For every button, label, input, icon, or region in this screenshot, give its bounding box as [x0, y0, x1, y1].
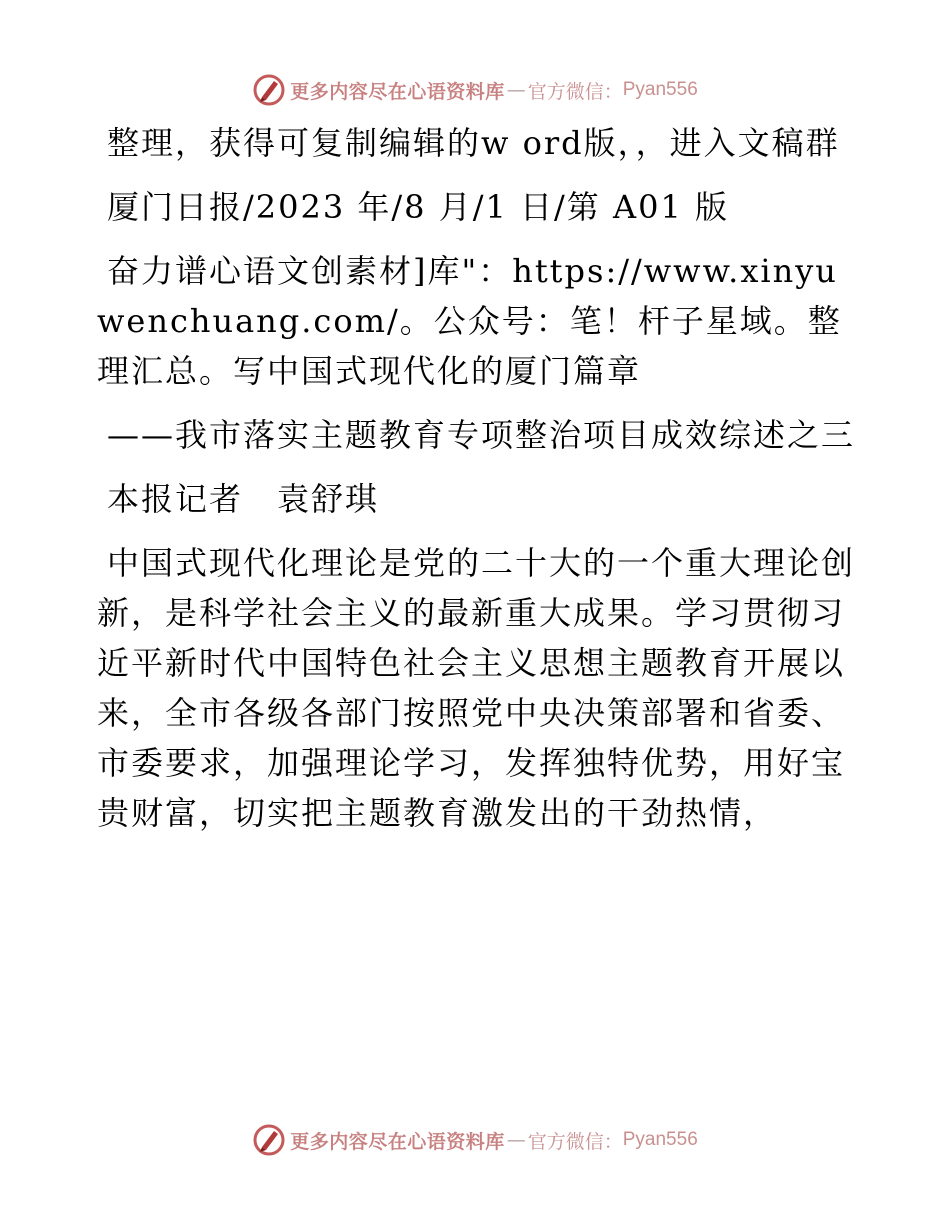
header-watermark — [0, 70, 950, 110]
watermark-handle: Pyan556 — [622, 79, 698, 100]
watermark-handle: Pyan556 — [622, 1129, 698, 1150]
watermark-text: 更多内容尽在心语资料库 — [290, 1130, 505, 1153]
watermark-contact: 官方微信： — [527, 80, 623, 103]
paragraph-intro: 整理，获得可复制编辑的w ord版，，进入文稿群 — [107, 124, 840, 162]
paragraph-body: 中国式现代化理论是党的二十大的一个重大理论创新，是科学社会主义的最新重大成果。学习贯彻习近平新时代中国特色社会主义思想主题教育开展以来，全市各级各部门按照党中央决策部署和省委、市委要求，加强理论学习，发挥独特优势，用好宝贵财富，切实把主题教育激发出的干劲热情， — [97, 544, 856, 832]
watermark-contact: 官方微信： — [527, 1130, 623, 1153]
watermark-dash: — — [506, 79, 526, 101]
pen-logo-icon — [252, 73, 286, 107]
paragraph-title: 奋力谱心语文创素材]库"：https://www.xinyuwenchuang.com/。公众号：笔！杆子星域。整理汇总。写中国式现代化的厦门篇章 — [97, 252, 842, 390]
paragraph-byline: 本报记者 袁舒琪 — [107, 480, 380, 518]
footer-watermark — [0, 1120, 950, 1160]
document-body — [97, 118, 857, 852]
watermark-text: 更多内容尽在心语资料库 — [290, 80, 505, 103]
pen-logo-icon — [252, 1123, 286, 1157]
watermark-dash: — — [506, 1129, 526, 1151]
paragraph-source: 厦门日报/2023 年/8 月/1 日/第 A01 版 — [107, 188, 729, 226]
paragraph-subtitle: ——我市落实主题教育专项整治项目成效综述之三 — [107, 416, 856, 454]
